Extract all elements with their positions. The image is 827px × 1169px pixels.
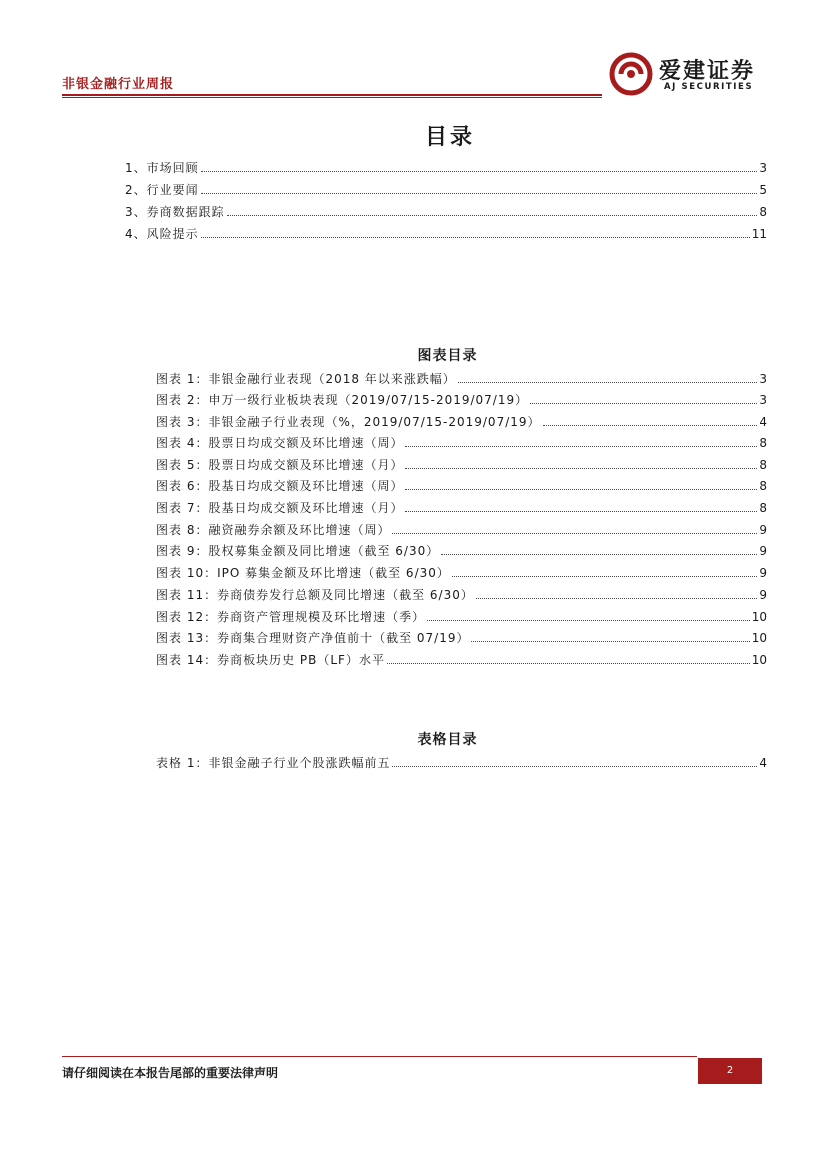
figure-toc-item[interactable] xyxy=(156,414,767,430)
figure-toc-item[interactable] xyxy=(156,609,767,625)
figure-toc-label: 图表 4：股票日均成交额及环比增速（周） xyxy=(156,436,404,450)
toc-leader-dots xyxy=(452,565,757,577)
toc-leader-dots xyxy=(201,226,750,238)
figure-toc-page: 3 xyxy=(759,372,767,386)
toc-item-page: 5 xyxy=(759,183,767,197)
toc-leader-dots xyxy=(387,652,750,664)
toc-leader-dots xyxy=(405,500,757,512)
figure-toc-label: 图表 11：券商债券发行总额及同比增速（截至 6/30） xyxy=(156,588,474,602)
toc-item[interactable] xyxy=(125,182,767,198)
toc-item-label: 3、券商数据跟踪 xyxy=(125,205,225,219)
figure-toc-page: 9 xyxy=(759,523,767,537)
toc-leader-dots xyxy=(458,371,758,383)
figure-toc-page: 8 xyxy=(759,436,767,450)
toc-item[interactable] xyxy=(125,160,767,176)
figure-toc-label: 图表 2：申万一级行业板块表现（2019/07/15-2019/07/19） xyxy=(156,393,529,407)
figure-toc-label: 图表 10：IPO 募集金额及环比增速（截至 6/30） xyxy=(156,566,450,580)
table-toc-label: 表格 1：非银金融子行业个股涨跌幅前五 xyxy=(156,756,391,770)
toc-leader-dots xyxy=(530,392,757,404)
figure-toc-item[interactable] xyxy=(156,565,767,581)
figure-toc-label: 图表 7：股基日均成交额及环比增速（月） xyxy=(156,501,404,515)
toc-item-page: 11 xyxy=(751,227,767,241)
toc-leader-dots xyxy=(405,478,757,490)
page-number: 2 xyxy=(698,1058,762,1084)
figure-toc-label: 图表 13：券商集合理财资产净值前十（截至 07/19） xyxy=(156,631,470,645)
toc-leader-dots xyxy=(405,435,757,447)
toc-item-label: 2、行业要闻 xyxy=(125,183,199,197)
figure-toc-item[interactable] xyxy=(156,371,767,387)
toc-title: 目录 xyxy=(424,125,475,150)
footer-rule xyxy=(62,1056,697,1057)
toc-leader-dots xyxy=(201,182,758,194)
figure-toc-page: 8 xyxy=(759,458,767,472)
figure-toc-label: 图表 12：券商资产管理规模及环比增速（季） xyxy=(156,610,426,624)
figure-toc-page: 4 xyxy=(759,415,767,429)
toc-leader-dots xyxy=(227,204,758,216)
tables-toc-title: 表格目录 xyxy=(417,732,478,748)
toc-leader-dots xyxy=(392,522,757,534)
figure-toc-label: 图表 6：股基日均成交额及环比增速（周） xyxy=(156,479,404,493)
figure-toc-label: 图表 8：融资融券余额及环比增速（周） xyxy=(156,523,391,537)
toc-leader-dots xyxy=(543,414,758,426)
toc-leader-dots xyxy=(476,587,758,599)
toc-item-label: 4、风险提示 xyxy=(125,227,199,241)
figure-toc-page: 8 xyxy=(759,501,767,515)
figure-toc-page: 10 xyxy=(751,631,767,645)
figure-toc-page: 9 xyxy=(759,588,767,602)
table-toc-page: 4 xyxy=(759,756,767,770)
toc-item-page: 8 xyxy=(759,205,767,219)
table-toc-item[interactable] xyxy=(156,755,767,771)
figure-toc-label: 图表 9：股权募集金额及同比增速（截至 6/30） xyxy=(156,544,440,558)
figure-toc-item[interactable] xyxy=(156,652,767,668)
figure-toc-item[interactable] xyxy=(156,522,767,538)
figures-toc-title: 图表目录 xyxy=(417,348,478,364)
figure-toc-label: 图表 14：券商板块历史 PB（LF）水平 xyxy=(156,653,385,667)
figure-toc-item[interactable] xyxy=(156,478,767,494)
toc-leader-dots xyxy=(392,755,757,767)
figure-toc-item[interactable] xyxy=(156,543,767,559)
figure-toc-item[interactable] xyxy=(156,392,767,408)
figure-toc-page: 8 xyxy=(759,479,767,493)
toc-leader-dots xyxy=(201,160,758,172)
logo-mark-icon xyxy=(607,52,655,96)
toc-item-page: 3 xyxy=(759,161,767,175)
figure-toc-page: 10 xyxy=(751,653,767,667)
figure-toc-item[interactable] xyxy=(156,630,767,646)
figure-toc-label: 图表 5：股票日均成交额及环比增速（月） xyxy=(156,458,404,472)
toc-leader-dots xyxy=(441,543,757,555)
report-title: 非银金融行业周报 xyxy=(62,77,175,92)
figure-toc-page: 10 xyxy=(751,610,767,624)
toc-leader-dots xyxy=(471,630,749,642)
figure-toc-item[interactable] xyxy=(156,500,767,516)
figure-toc-page: 9 xyxy=(759,566,767,580)
toc-item-label: 1、市场回顾 xyxy=(125,161,199,175)
toc-item[interactable] xyxy=(125,226,767,242)
toc-item[interactable] xyxy=(125,204,767,220)
figure-toc-item[interactable] xyxy=(156,435,767,451)
company-logo xyxy=(607,52,772,96)
header-rule-thin xyxy=(62,97,602,98)
figure-toc-item[interactable] xyxy=(156,457,767,473)
figure-toc-item[interactable] xyxy=(156,587,767,603)
toc-leader-dots xyxy=(427,609,750,621)
figure-toc-label: 图表 1：非银金融行业表现（2018 年以来涨跌幅） xyxy=(156,372,456,386)
figure-toc-label: 图表 3：非银金融子行业表现（%，2019/07/15-2019/07/19） xyxy=(156,415,541,429)
logo-english-name: AJ SECURITIES xyxy=(664,82,754,92)
logo-chinese-name: 爱建证券 xyxy=(659,59,756,84)
toc-leader-dots xyxy=(405,457,757,469)
header-rule xyxy=(62,94,602,96)
figure-toc-page: 9 xyxy=(759,544,767,558)
legal-disclaimer: 请仔细阅读在本报告尾部的重要法律声明 xyxy=(62,1066,279,1080)
figure-toc-page: 3 xyxy=(759,393,767,407)
